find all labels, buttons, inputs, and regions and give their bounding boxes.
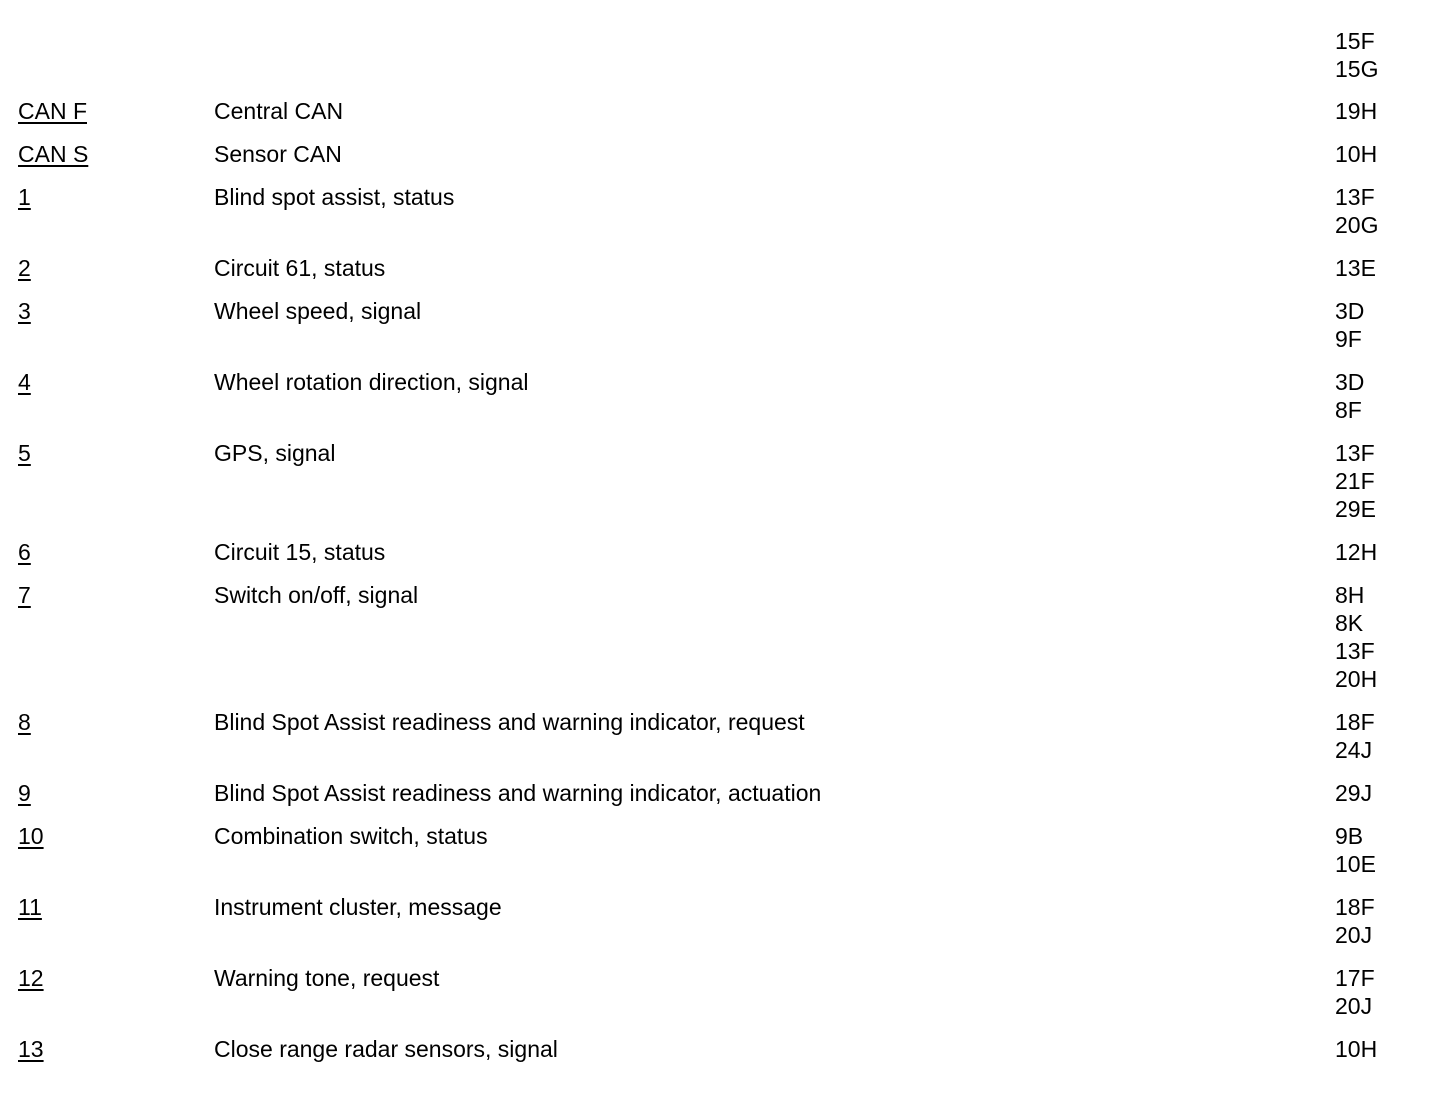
grid-refs — [1335, 822, 1440, 878]
signal-code-link[interactable]: 8 — [18, 709, 31, 735]
signal-code-link[interactable]: CAN S — [18, 141, 89, 167]
legend-row — [0, 439, 1440, 523]
grid-ref: 8H — [1335, 582, 1365, 608]
signal-description: Close range radar sensors, signal — [214, 1036, 558, 1062]
grid-ref: 9B — [1335, 823, 1364, 849]
signal-description: Sensor CAN — [214, 141, 342, 167]
grid-refs — [1335, 183, 1440, 239]
signal-description: Blind Spot Assist readiness and warning indicator, actuation — [214, 780, 822, 806]
grid-refs — [1335, 439, 1440, 523]
grid-ref: 21F — [1335, 468, 1375, 494]
grid-ref: 9F — [1335, 326, 1362, 352]
grid-ref: 13E — [1335, 255, 1376, 281]
legend-row — [0, 822, 1440, 878]
legend-row — [0, 708, 1440, 764]
grid-ref: 13F — [1335, 440, 1375, 466]
grid-ref: 20H — [1335, 666, 1378, 692]
grid-refs — [1335, 893, 1440, 949]
legend-row — [0, 297, 1440, 353]
legend-row — [0, 183, 1440, 239]
signal-description: Switch on/off, signal — [214, 582, 419, 608]
signal-code-link[interactable]: 12 — [18, 965, 44, 991]
signal-code-link[interactable]: 1 — [18, 184, 31, 210]
grid-ref: 24J — [1335, 737, 1373, 763]
signal-description: Circuit 15, status — [214, 539, 386, 565]
signal-code-link[interactable]: 13 — [18, 1036, 44, 1062]
signal-code-link[interactable]: 11 — [18, 894, 42, 920]
grid-refs — [1335, 140, 1440, 168]
grid-ref: 18F — [1335, 894, 1375, 920]
legend-row — [0, 140, 1440, 168]
grid-refs — [1335, 779, 1440, 807]
signal-description: Blind spot assist, status — [214, 184, 455, 210]
legend-row — [0, 538, 1440, 566]
grid-ref: 3D — [1335, 369, 1365, 395]
legend-row — [0, 1035, 1440, 1063]
grid-ref: 8K — [1335, 610, 1364, 636]
grid-ref: 15F — [1335, 28, 1375, 54]
grid-ref: 12H — [1335, 539, 1378, 565]
signal-code-link[interactable]: 4 — [18, 369, 31, 395]
signal-legend-table — [0, 97, 1440, 1078]
grid-ref: 10H — [1335, 1036, 1378, 1062]
legend-row — [0, 893, 1440, 949]
grid-ref: 13F — [1335, 184, 1375, 210]
signal-description: Central CAN — [214, 98, 344, 124]
legend-row — [0, 779, 1440, 807]
legend-row — [0, 97, 1440, 125]
grid-refs — [1335, 297, 1440, 353]
signal-code-link[interactable]: 5 — [18, 440, 31, 466]
grid-ref: 3D — [1335, 298, 1365, 324]
signal-code-link[interactable]: 3 — [18, 298, 31, 324]
legend-row — [0, 581, 1440, 693]
legend-row — [0, 254, 1440, 282]
signal-code-link[interactable]: CAN F — [18, 98, 87, 124]
signal-description: Instrument cluster, message — [214, 894, 502, 920]
grid-ref: 8F — [1335, 397, 1362, 423]
signal-code-link[interactable]: 2 — [18, 255, 31, 281]
grid-ref: 20J — [1335, 922, 1373, 948]
legend-row — [0, 964, 1440, 1020]
grid-refs — [1335, 254, 1440, 282]
grid-ref: 20J — [1335, 993, 1373, 1019]
signal-description: Wheel speed, signal — [214, 298, 422, 324]
grid-ref: 29J — [1335, 780, 1373, 806]
signal-code-link[interactable]: 10 — [18, 823, 44, 849]
grid-ref: 18F — [1335, 709, 1375, 735]
grid-refs — [1335, 1035, 1440, 1063]
grid-ref: 15G — [1335, 56, 1379, 82]
continuation-refs — [1335, 27, 1378, 83]
signal-code-link[interactable]: 6 — [18, 539, 31, 565]
legend-row — [0, 368, 1440, 424]
signal-code-link[interactable]: 7 — [18, 582, 31, 608]
signal-description: Combination switch, status — [214, 823, 488, 849]
signal-description: GPS, signal — [214, 440, 336, 466]
signal-description: Blind Spot Assist readiness and warning indicator, request — [214, 709, 805, 735]
signal-code-link[interactable]: 9 — [18, 780, 31, 806]
grid-ref: 17F — [1335, 965, 1375, 991]
grid-refs — [1335, 708, 1440, 764]
grid-refs — [1335, 538, 1440, 566]
signal-description: Warning tone, request — [214, 965, 440, 991]
grid-ref: 20G — [1335, 212, 1379, 238]
grid-ref: 10E — [1335, 851, 1376, 877]
signal-description: Wheel rotation direction, signal — [214, 369, 529, 395]
grid-refs — [1335, 97, 1440, 125]
grid-refs — [1335, 581, 1440, 693]
grid-refs — [1335, 368, 1440, 424]
grid-ref: 13F — [1335, 638, 1375, 664]
grid-ref: 19H — [1335, 98, 1378, 124]
grid-ref: 10H — [1335, 141, 1378, 167]
grid-refs — [1335, 964, 1440, 1020]
signal-description: Circuit 61, status — [214, 255, 386, 281]
grid-ref: 29E — [1335, 496, 1376, 522]
